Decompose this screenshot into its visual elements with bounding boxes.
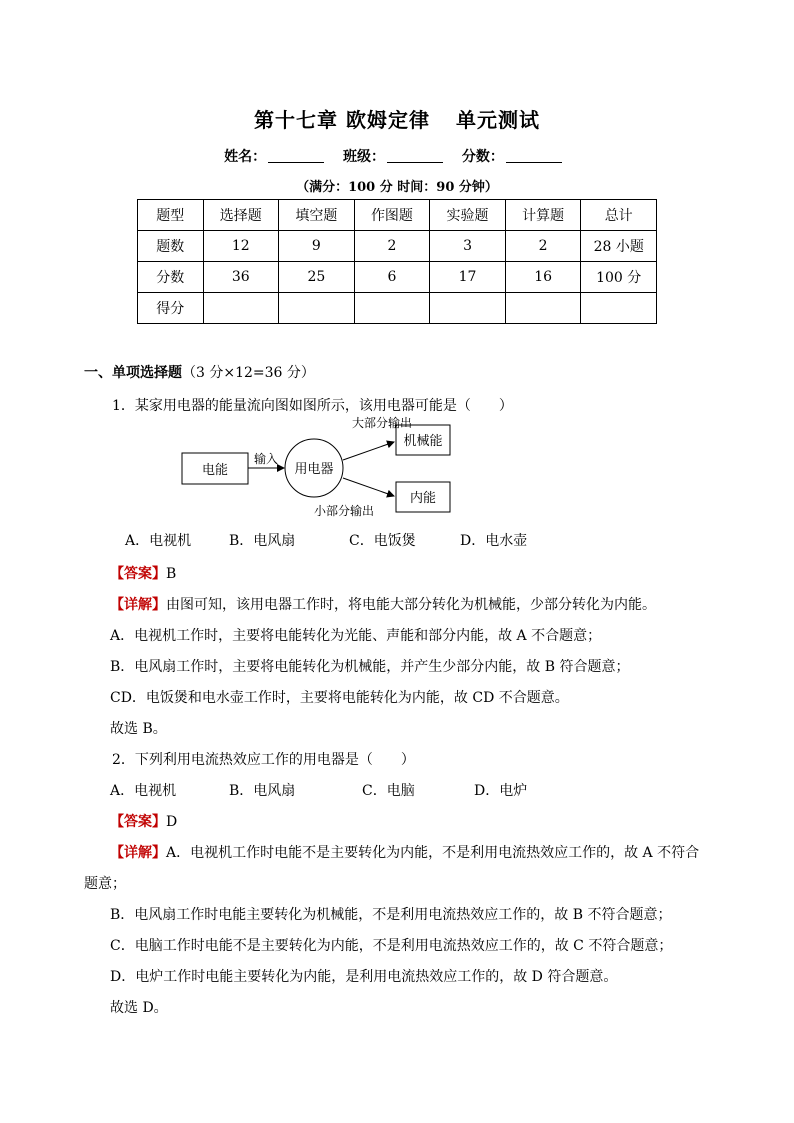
table-cell: 2 [505,231,581,262]
table-row-got [138,293,657,324]
q1-choice-a: A．电视机 [125,533,192,549]
table-cell: 36 [203,262,279,293]
table-cell [203,293,279,324]
name-label: 姓名： [224,149,267,165]
answer-tag: 【答案】 [110,566,166,582]
detail-tag: 【详解】 [110,597,166,613]
table-cell: 填空题 [279,200,355,231]
q2-choice-d: D．电炉 [474,783,528,799]
score-label: 分数： [461,149,504,165]
table-cell: 16 [505,262,581,293]
table-cell: 12 [203,231,279,262]
q1-answer-value: B [166,566,177,582]
name-blank [268,148,324,163]
table-cell: 作图题 [354,200,430,231]
q1-detail-line: CD．电饭煲和电水壶工作时，主要将电能转化为内能，故 CD 不合题意。 [110,690,569,706]
q2-detail-line: D．电炉工作时电能主要转化为内能，是利用电流热效应工作的，故 D 符合题意。 [110,969,618,985]
q2-detail-text: A．电视机工作时电能不是主要转化为内能，不是利用电流热效应工作的，故 A 不符合 [166,845,700,861]
table-cell: 计算题 [505,200,581,231]
table-cell [430,293,506,324]
table-cell: 25 [279,262,355,293]
table-cell: 3 [430,231,506,262]
table-cell [581,293,657,324]
q2-choice-a: A．电视机 [110,783,177,799]
table-cell: 选择题 [203,200,279,231]
score-blank [506,148,562,163]
table-row-header [138,200,657,231]
minor-arrow [343,478,394,496]
q2-choice-c: C．电脑 [362,783,415,799]
internal-box-label: 内能 [409,491,437,506]
table-cell: 题型 [138,200,204,231]
q1-choice-d: D．电水壶 [460,533,528,549]
table-row-count [138,231,657,262]
section-note: （3 分×12=36 分） [182,365,315,381]
score-table [137,199,657,324]
class-blank [387,148,443,163]
section-heading [84,362,315,382]
q2-stem: 2．下列利用电流热效应工作的用电器是（ ） [112,752,415,768]
q1-choice-b: B．电风扇 [229,533,296,549]
table-cell: 6 [354,262,430,293]
title-test: 单元测试 [455,108,540,132]
title-chapter: 第十七章 欧姆定律 [254,108,430,132]
mechanical-box-label: 机械能 [403,434,443,449]
table-cell: 9 [279,231,355,262]
table-cell: 17 [430,262,506,293]
table-cell: 题数 [138,231,204,262]
q1-stem: 1．某家用电器的能量流向图如图所示，该用电器可能是（ ） [112,398,513,414]
major-arrow [343,442,394,460]
detail-tag: 【详解】 [110,845,166,861]
q1-answer [110,563,176,583]
major-output-label: 大部分输出 [352,416,413,430]
input-arrow-label: 输入 [253,452,279,466]
table-cell [354,293,430,324]
class-label: 班级： [343,149,385,165]
energy-flow-diagram [176,416,456,522]
table-cell: 总计 [581,200,657,231]
device-label: 用电器 [294,462,334,477]
table-row-points [138,262,657,293]
table-cell: 100 分 [581,262,657,293]
table-cell: 实验题 [430,200,506,231]
q2-detail-line: C．电脑工作时电能不是主要转化为内能，不是利用电流热效应工作的，故 C 不符合题意； [110,938,673,954]
q1-detail-line: B．电风扇工作时，主要将电能转化为机械能，并产生少部分内能，故 B 符合题意； [110,659,630,675]
q1-detail-text: 由图可知，该用电器工作时，将电能大部分转化为机械能，少部分转化为内能。 [166,597,656,613]
q1-detail-line [110,594,656,614]
table-cell: 分数 [138,262,204,293]
q2-detail-line: 题意； [84,876,126,892]
answer-tag: 【答案】 [110,814,166,830]
student-info-line [0,146,794,166]
input-box-label: 电能 [201,463,229,478]
table-cell [505,293,581,324]
q2-choice-b: B．电风扇 [229,783,296,799]
q2-detail-line [110,842,699,862]
q1-detail-line: 故选 B。 [110,721,167,737]
table-cell: 28 小题 [581,231,657,262]
q1-detail-line: A．电视机工作时，主要将电能转化为光能、声能和部分内能，故 A 不合题意； [110,628,602,644]
exam-meta: （满分：100 分 时间：90 分钟） [296,180,498,195]
section-title: 一、单项选择题 [84,365,182,381]
q2-answer-value: D [166,814,178,830]
table-cell: 2 [354,231,430,262]
q2-detail-line: B．电风扇工作时电能主要转化为机械能，不是利用电流热效应工作的，故 B 不符合题意； [110,907,672,923]
page-title [0,104,794,133]
q1-choice-c: C．电饭煲 [349,533,416,549]
table-cell [279,293,355,324]
minor-output-label: 小部分输出 [314,504,375,518]
q2-answer [110,811,177,831]
table-cell: 得分 [138,293,204,324]
q2-detail-line: 故选 D。 [110,1000,168,1016]
